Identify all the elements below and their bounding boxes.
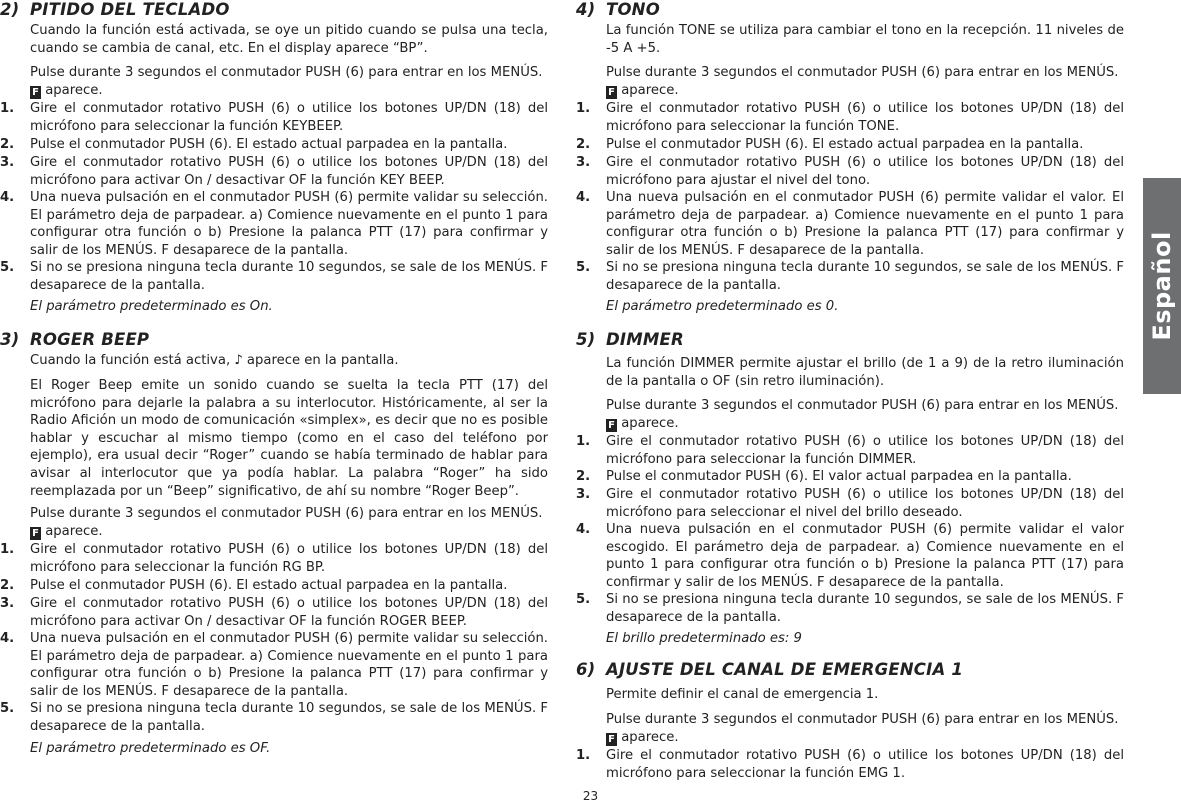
language-tab: Español — [1143, 178, 1181, 394]
paragraph: La función DIMMER permite ajustar el brillo (de 1 a 9) de la retro iluminación de la pantalla o OF (sin retro iluminación). — [606, 356, 1124, 389]
paragraph: F aparece. — [606, 82, 1124, 100]
paragraph: Pulse durante 3 segundos el conmutador PUSH (6) para entrar en los MENÚS. — [606, 712, 1119, 727]
f-icon: F — [606, 86, 617, 99]
paragraph: F aparece. — [30, 82, 548, 100]
paragraph: Pulse durante 3 segundos el conmutador PUSH (6) para entrar en los MENÚS. — [30, 506, 543, 521]
paragraph: Cuando la función está activa, ♪ aparece en la pantalla. — [30, 353, 399, 368]
default-note: El brillo predeterminado es: 9 — [606, 631, 802, 646]
paragraph: F aparece. — [30, 523, 548, 541]
paragraph: El Roger Beep emite un sonido cuando se suelta la tecla PTT (17) del micrófono para dejarle la palabra a su interlocutor. Históricamente, al ser la Radio Afición un modo de comunicación «simplex», es decir que no es posible hablar y escuchar al mismo tiempo (como en el caso del teléfono por ejemplo), era usual decir “Roger” cuando se había terminado de hablar para avisar al interlocutor que ya podía hablar. La palabra “Roger” ha sido reemplazada por un “Beep” significativo, de ahí su nombre “Roger Beep”. — [30, 378, 548, 499]
f-icon: F — [606, 733, 617, 746]
page-number: 23 — [582, 789, 599, 803]
paragraph: F aparece. — [606, 415, 1124, 433]
default-note: El parámetro predeterminado es OF. — [30, 741, 271, 756]
default-note: El parámetro predeterminado es On. — [30, 299, 273, 314]
paragraph: La función TONE se utiliza para cambiar el tono en la recepción. 11 niveles de -5 A +5. — [606, 23, 1124, 56]
f-icon: F — [30, 86, 41, 99]
paragraph: F aparece. — [606, 729, 1124, 747]
default-note: El parámetro predeterminado es 0. — [606, 299, 839, 314]
paragraph: Pulse durante 3 segundos el conmutador PUSH (6) para entrar en los MENÚS. — [30, 65, 543, 80]
f-icon: F — [30, 527, 41, 540]
f-icon: F — [606, 419, 617, 432]
paragraph: Pulse durante 3 segundos el conmutador PUSH (6) para entrar en los MENÚS. — [606, 398, 1119, 413]
paragraph: Permite definir el canal de emergencia 1. — [606, 687, 879, 702]
paragraph: Cuando la función está activada, se oye un pitido cuando se pulsa una tecla, cuando se cambia de canal, etc. En el display aparece “BP”. — [30, 23, 548, 56]
paragraph: Pulse durante 3 segundos el conmutador PUSH (6) para entrar en los MENÚS. — [606, 65, 1119, 80]
